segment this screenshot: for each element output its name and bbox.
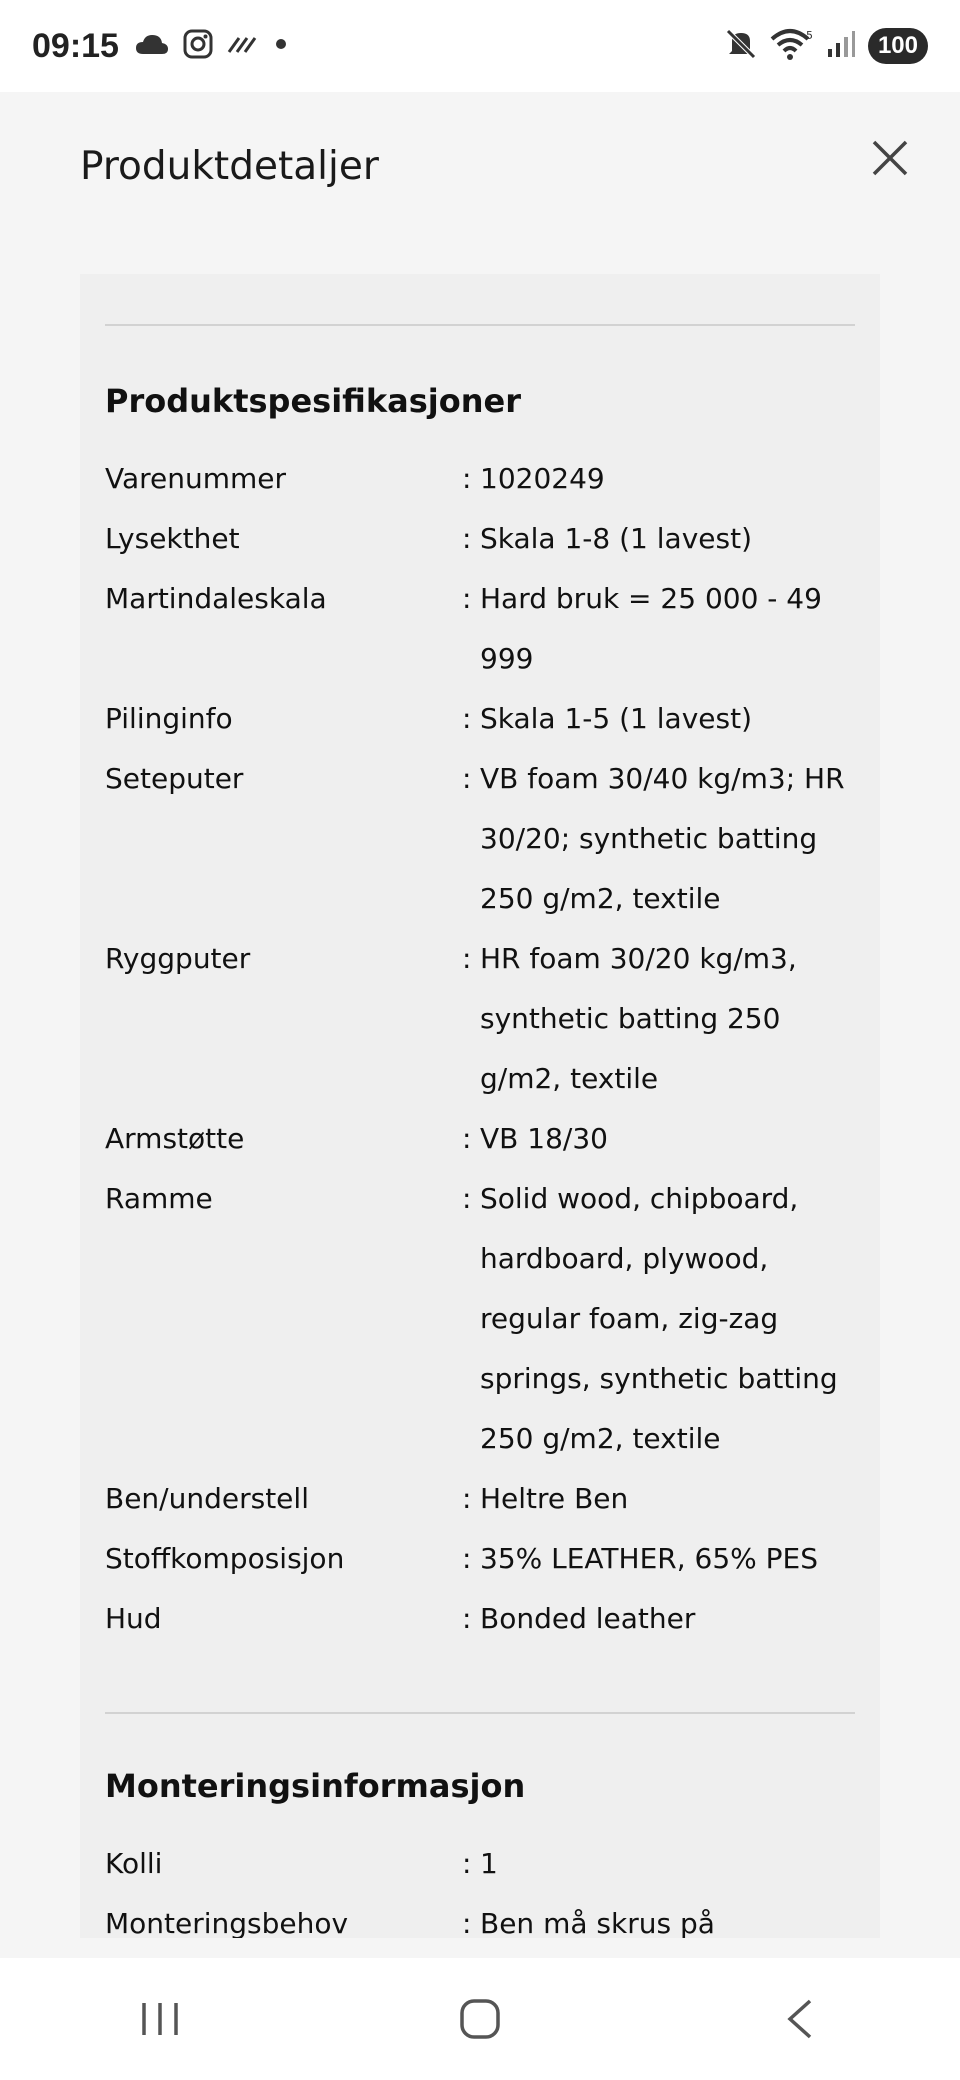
spec-label: Pilinginfo xyxy=(105,702,233,735)
spec-colon: : xyxy=(462,942,472,975)
spec-colon: : xyxy=(462,1602,472,1635)
home-icon xyxy=(458,1997,502,2041)
header xyxy=(0,92,960,274)
spec-value: 1 xyxy=(480,1847,498,1880)
section-title-assembly: Monteringsinformasjon xyxy=(105,1767,526,1805)
status-bar xyxy=(0,0,960,92)
svg-text:5: 5 xyxy=(805,29,813,42)
spec-label: Ben/understell xyxy=(105,1482,309,1515)
spec-label: Armstøtte xyxy=(105,1122,245,1155)
spec-value: Bonded leather xyxy=(480,1602,696,1635)
spec-colon: : xyxy=(462,462,472,495)
mute-icon xyxy=(724,27,758,65)
divider xyxy=(105,324,855,326)
spec-value: Solid wood, chipboard, hardboard, plywood, regular foam, zig-zag springs, synthetic batting 250 g/m2, textile xyxy=(480,1182,838,1455)
spec-label: Lysekthet xyxy=(105,522,240,555)
spec-colon: : xyxy=(462,1542,472,1575)
dot-icon xyxy=(271,34,291,58)
spec-colon: : xyxy=(462,762,472,795)
spec-label: Monteringsbehov xyxy=(105,1907,349,1938)
home-button[interactable] xyxy=(420,1974,540,2064)
spec-colon: : xyxy=(462,1182,472,1215)
instagram-icon xyxy=(183,29,213,63)
spec-label: Martindaleskala xyxy=(105,582,327,615)
signal-icon xyxy=(826,29,856,63)
spec-label: Kolli xyxy=(105,1847,163,1880)
spec-value: VB foam 30/40 kg/m3; HR 30/20; synthetic batting 250 g/m2, textile xyxy=(480,762,845,915)
spec-value: 35% LEATHER, 65% PES xyxy=(480,1542,818,1575)
spec-label: Ramme xyxy=(105,1182,213,1215)
spec-value: 1020249 xyxy=(480,462,605,495)
spec-value: Heltre Ben xyxy=(480,1482,629,1515)
spec-value: Ben må skrus på xyxy=(480,1907,715,1938)
close-icon xyxy=(870,138,910,178)
spec-value: Hard bruk = 25 000 - 49 999 xyxy=(480,582,822,675)
spec-colon: : xyxy=(462,702,472,735)
spec-colon: : xyxy=(462,522,472,555)
system-nav-bar xyxy=(0,1958,960,2080)
back-icon xyxy=(782,1997,818,2041)
wifi-icon xyxy=(770,27,814,65)
spec-label: Stoffkomposisjon xyxy=(105,1542,345,1575)
spec-colon: : xyxy=(462,1847,472,1880)
product-details-card[interactable] xyxy=(80,274,880,1938)
divider xyxy=(105,1712,855,1714)
spec-value: HR foam 30/20 kg/m3, synthetic batting 250 g/m2, textile xyxy=(480,942,797,1095)
spec-colon: : xyxy=(462,582,472,615)
spec-value: Skala 1-5 (1 lavest) xyxy=(480,702,752,735)
spec-label: Seteputer xyxy=(105,762,244,795)
recent-apps-icon xyxy=(138,1999,182,2039)
spec-value: Skala 1-8 (1 lavest) xyxy=(480,522,752,555)
back-button[interactable] xyxy=(740,1974,860,2064)
close-button[interactable] xyxy=(864,132,916,184)
spec-label: Hud xyxy=(105,1602,162,1635)
section-title-specs: Produktspesifikasjoner xyxy=(105,382,522,420)
cast-icon xyxy=(227,32,257,60)
spec-label: Ryggputer xyxy=(105,942,251,975)
recent-apps-button[interactable] xyxy=(100,1974,220,2064)
cloud-icon xyxy=(135,32,169,60)
battery-indicator: 100 xyxy=(868,28,928,64)
spec-value: VB 18/30 xyxy=(480,1122,608,1155)
spec-label: Varenummer xyxy=(105,462,287,495)
page-title: Produktdetaljer xyxy=(80,144,379,189)
status-time: 09:15 xyxy=(32,26,119,65)
spec-colon: : xyxy=(462,1482,472,1515)
spec-colon: : xyxy=(462,1907,472,1938)
spec-colon: : xyxy=(462,1122,472,1155)
